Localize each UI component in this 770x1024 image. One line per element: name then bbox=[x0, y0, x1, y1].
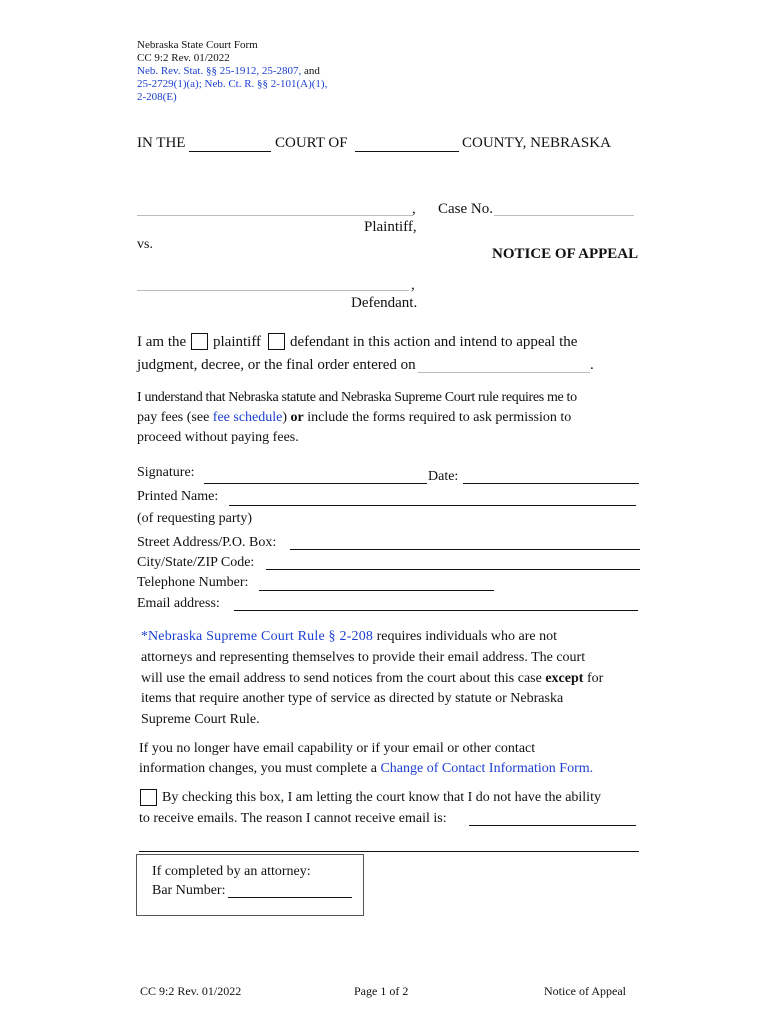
judgment-period: . bbox=[590, 357, 594, 373]
defendant-label: Defendant. bbox=[351, 295, 418, 311]
county-nebraska-label: COUNTY, NEBRASKA bbox=[462, 135, 611, 151]
in-the-label: IN THE bbox=[137, 135, 186, 151]
defendant-name-field[interactable] bbox=[137, 290, 409, 291]
case-number-field[interactable] bbox=[494, 215, 634, 216]
no-email-reason-field[interactable] bbox=[469, 825, 636, 826]
county-name-field[interactable] bbox=[355, 151, 459, 152]
city-state-zip-label: City/State/ZIP Code: bbox=[137, 555, 255, 570]
email-rule-text-1: requires individuals who are not bbox=[373, 629, 558, 644]
email-rule-except: except bbox=[545, 671, 584, 686]
signature-field[interactable] bbox=[204, 483, 427, 484]
statute-and: and bbox=[301, 65, 320, 77]
attorney-label: If completed by an attorney: bbox=[152, 864, 311, 879]
plaintiff-option-label: plaintiff bbox=[213, 334, 262, 350]
versus-label: vs. bbox=[137, 237, 153, 252]
email-rule-text-3a: will use the email address to send notices from the court about this case bbox=[141, 671, 546, 686]
plaintiff-label: Plaintiff, bbox=[364, 219, 417, 235]
defendant-option-label: defendant in this action and intend to appeal the bbox=[290, 334, 578, 350]
contact-change-text: information changes, you must complete a bbox=[139, 761, 381, 776]
defendant-comma: , bbox=[411, 277, 415, 293]
fees-text-b: ) bbox=[282, 410, 291, 425]
telephone-field[interactable] bbox=[259, 590, 494, 591]
contact-change-line-1: If you no longer have email capability or if your email or other contact bbox=[139, 741, 536, 756]
no-email-checkbox[interactable] bbox=[140, 789, 157, 806]
street-address-field[interactable] bbox=[290, 549, 640, 550]
street-address-label: Street Address/P.O. Box: bbox=[137, 535, 277, 550]
fees-line-2 bbox=[137, 410, 571, 426]
judgment-date-field[interactable] bbox=[418, 372, 590, 373]
printed-name-label: Printed Name: bbox=[137, 489, 219, 504]
requesting-party-label: (of requesting party) bbox=[137, 511, 253, 526]
email-rule-text-3b: for bbox=[583, 671, 604, 686]
email-rule-line-5: Supreme Court Rule. bbox=[141, 712, 260, 727]
statute-line-3[interactable]: 2-208(E) bbox=[137, 91, 177, 103]
signature-label: Signature: bbox=[137, 465, 195, 480]
email-rule-line-2: attorneys and representing themselves to provide their email address. The court bbox=[141, 650, 586, 665]
footer-form-rev: CC 9:2 Rev. 01/2022 bbox=[140, 984, 242, 998]
email-rule-line-4: items that require another type of service as directed by statute or Nebraska bbox=[141, 691, 564, 706]
court-name-field[interactable] bbox=[189, 151, 271, 152]
statute-link[interactable]: Neb. Rev. Stat. §§ 25-1912, 25-2807, bbox=[137, 65, 302, 77]
change-of-contact-link[interactable]: Change of Contact Information Form. bbox=[380, 761, 594, 776]
form-name: Nebraska State Court Form bbox=[137, 39, 258, 51]
email-rule-line-1 bbox=[141, 629, 557, 645]
plaintiff-name-field[interactable] bbox=[137, 215, 413, 216]
fees-or: or bbox=[290, 410, 304, 425]
fee-schedule-link[interactable]: fee schedule bbox=[212, 410, 283, 425]
fees-line-3: proceed without paying fees. bbox=[137, 430, 299, 445]
fees-line-1: I understand that Nebraska statute and Nebraska Supreme Court rule requires me to bbox=[137, 390, 577, 405]
court-rule-link[interactable]: Nebraska Supreme Court Rule § 2-208 bbox=[148, 629, 374, 644]
email-rule-line-3 bbox=[141, 671, 603, 687]
contact-change-line-2 bbox=[139, 761, 593, 777]
telephone-label: Telephone Number: bbox=[137, 575, 249, 590]
plaintiff-comma: , bbox=[412, 201, 416, 217]
statute-line-1 bbox=[137, 65, 320, 78]
page-number: Page 1 of 2 bbox=[354, 984, 409, 998]
case-no-label: Case No. bbox=[438, 201, 493, 217]
email-label: Email address: bbox=[137, 596, 220, 611]
date-field[interactable] bbox=[463, 483, 639, 484]
email-rule-star: * bbox=[141, 629, 148, 644]
defendant-checkbox[interactable] bbox=[268, 333, 285, 350]
no-email-line-1: By checking this box, I am letting the court know that I do not have the ability bbox=[162, 790, 601, 805]
city-state-zip-field[interactable] bbox=[266, 569, 640, 570]
date-label: Date: bbox=[428, 469, 459, 484]
judgment-date-label: judgment, decree, or the final order entered on bbox=[137, 357, 416, 373]
plaintiff-checkbox[interactable] bbox=[191, 333, 208, 350]
no-email-reason-field-2[interactable] bbox=[139, 851, 639, 852]
bar-number-label: Bar Number: bbox=[152, 883, 226, 898]
email-field[interactable] bbox=[234, 610, 638, 611]
fees-text-a: pay fees (see bbox=[137, 410, 213, 425]
i-am-the-label: I am the bbox=[137, 334, 187, 350]
court-of-label: COURT OF bbox=[275, 135, 348, 151]
statute-line-2[interactable]: 25-2729(1)(a); Neb. Ct. R. §§ 2-101(A)(1), bbox=[137, 78, 328, 90]
form-revision: CC 9:2 Rev. 01/2022 bbox=[137, 52, 230, 64]
footer-title: Notice of Appeal bbox=[544, 984, 626, 998]
fees-text-c: include the forms required to ask permission to bbox=[303, 410, 572, 425]
printed-name-field[interactable] bbox=[229, 505, 636, 506]
no-email-line-2: to receive emails. The reason I cannot receive email is: bbox=[139, 811, 447, 826]
notice-title: NOTICE OF APPEAL bbox=[492, 246, 639, 262]
bar-number-field[interactable] bbox=[228, 897, 352, 898]
